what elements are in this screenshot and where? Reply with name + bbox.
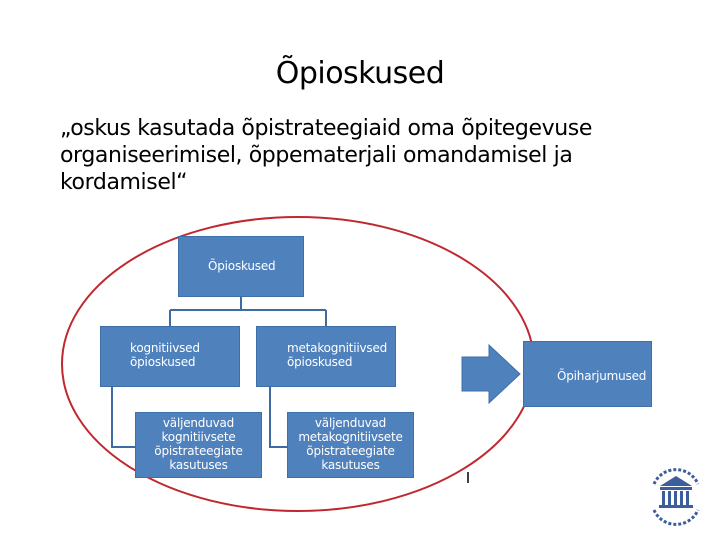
quote-line: „oskus kasutada õpistrateegiaid oma õpitegevuse	[60, 116, 592, 141]
quote-line: organiseerimisel, õppematerjali omandamisel ja	[60, 143, 573, 168]
node-label: õpioskused	[130, 355, 196, 369]
quote-line: kordamisel“	[60, 170, 188, 195]
node-learning-skills	[178, 236, 304, 297]
node-label: õpioskused	[287, 355, 353, 369]
university-seal-icon	[648, 458, 704, 530]
node-label: väljenduvad	[162, 416, 235, 430]
node-learning-habits	[523, 341, 652, 407]
slide-title: Õpioskused	[275, 56, 445, 91]
node-label: metakognitiivsed	[287, 341, 388, 355]
outcome-arrow	[462, 345, 520, 403]
node-label: Õpiharjumused	[557, 369, 647, 383]
node-label: kasutuses	[321, 458, 380, 472]
node-label: Õpioskused	[208, 259, 276, 273]
node-label: kognitiivsed	[130, 341, 200, 355]
node-metacognitive-skills	[256, 326, 396, 387]
node-cognitive-strategies	[135, 412, 262, 478]
node-label: väljenduvad	[314, 416, 387, 430]
node-label: kasutuses	[169, 458, 228, 472]
node-metacognitive-strategies	[287, 412, 414, 478]
node-label: õpistrateegiate	[154, 444, 243, 458]
node-cognitive-skills	[100, 326, 240, 387]
node-label: õpistrateegiate	[306, 444, 395, 458]
node-label: metakognitiivsete	[298, 430, 403, 444]
node-label: kognitiivsete	[161, 430, 236, 444]
